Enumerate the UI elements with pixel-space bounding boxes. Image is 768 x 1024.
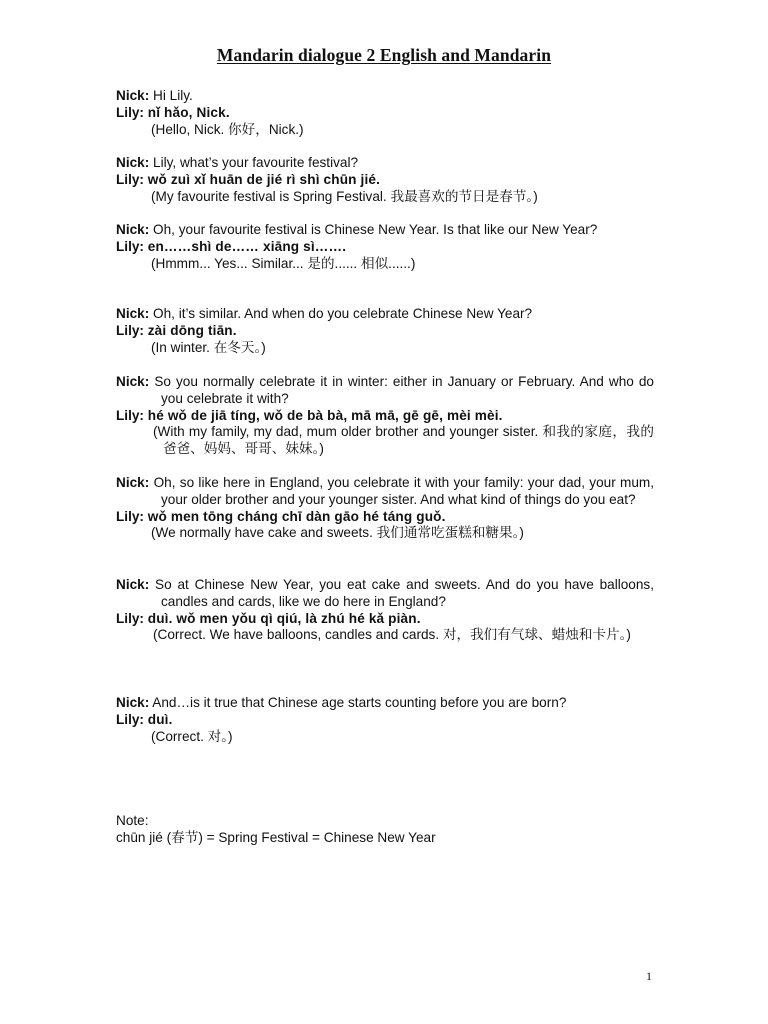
lily-line bbox=[116, 509, 654, 526]
translation: (Hmmm... Yes... Similar... 是的...... 相似......) bbox=[151, 255, 416, 271]
speaker-nick: Nick: bbox=[116, 88, 150, 103]
lily-pinyin: wǒ zuì xǐ huān de jié rì shì chūn jié. bbox=[147, 171, 381, 187]
lily-pinyin: zài dōng tiān. bbox=[147, 322, 237, 338]
lily-line bbox=[116, 172, 654, 189]
speaker-lily: Lily: bbox=[116, 238, 144, 254]
speaker-lily: Lily: bbox=[116, 711, 144, 727]
speaker-nick: Nick: bbox=[116, 222, 150, 237]
nick-text: Oh, your favourite festival is Chinese New Year. Is that like our New Year? bbox=[153, 222, 598, 237]
dialogue-exchange-4 bbox=[116, 306, 654, 356]
speaker-nick: Nick: bbox=[116, 695, 150, 710]
nick-text: So you normally celebrate it in winter: either in January or February. And who do you celebrate it with? bbox=[154, 374, 654, 406]
lily-pinyin: wǒ men tōng cháng chī dàn gāo hé táng guǒ. bbox=[147, 508, 446, 524]
dialogue-exchange-3 bbox=[116, 222, 654, 272]
translation: (Correct. 对。) bbox=[151, 728, 233, 744]
document-title: Mandarin dialogue 2 English and Mandarin bbox=[216, 45, 552, 65]
speaker-nick: Nick: bbox=[116, 577, 150, 592]
lily-line bbox=[116, 105, 654, 122]
lily-pinyin: hé wǒ de jiā tíng, wǒ de bà bà, mā mā, gē gē, mèi mèi. bbox=[147, 407, 503, 423]
lily-line bbox=[116, 611, 654, 628]
lily-pinyin: duì. bbox=[147, 711, 173, 727]
translation: (In winter. 在冬天。) bbox=[151, 339, 266, 355]
lily-pinyin: en……shì de…… xiāng sì……. bbox=[147, 238, 347, 254]
lily-line bbox=[116, 712, 654, 729]
translation: (Hello, Nick. 你好，Nick.) bbox=[151, 121, 304, 137]
dialogue-exchange-6 bbox=[116, 475, 654, 542]
speaker-lily: Lily: bbox=[116, 508, 144, 524]
nick-line bbox=[116, 374, 654, 408]
nick-line bbox=[116, 306, 654, 323]
dialogue-exchange-7 bbox=[116, 577, 654, 644]
note-heading: Note: bbox=[116, 813, 149, 828]
nick-text: Lily, what’s your favourite festival? bbox=[153, 155, 359, 170]
nick-text: Hi Lily. bbox=[153, 88, 193, 103]
nick-line bbox=[116, 577, 654, 611]
speaker-lily: Lily: bbox=[116, 322, 144, 338]
page-number: 1 bbox=[646, 969, 652, 983]
speaker-lily: Lily: bbox=[116, 104, 144, 120]
speaker-nick: Nick: bbox=[116, 475, 150, 490]
speaker-nick: Nick: bbox=[116, 374, 150, 389]
speaker-nick: Nick: bbox=[116, 306, 150, 321]
nick-line bbox=[116, 88, 654, 105]
nick-text: Oh, so like here in England, you celebrate it with your family: your dad, your mum, your older brother and your younger sister. And what kind of things do you eat? bbox=[153, 475, 654, 507]
translation: (We normally have cake and sweets. 我们通常吃蛋糕和糖果。) bbox=[151, 525, 524, 541]
note-text: chūn jié (春节) = Spring Festival = Chinese New Year bbox=[116, 829, 436, 845]
nick-line bbox=[116, 222, 654, 239]
lily-pinyin: nǐ hǎo, Nick. bbox=[147, 104, 230, 120]
nick-text: Oh, it’s similar. And when do you celebrate Chinese New Year? bbox=[153, 306, 533, 321]
dialogue-exchange-5 bbox=[116, 374, 654, 458]
lily-pinyin: duì. wǒ men yǒu qì qiú, là zhú hé kǎ piàn. bbox=[147, 610, 421, 626]
nick-text: So at Chinese New Year, you eat cake and sweets. And do you have balloons, candles and cards, like we do here in England? bbox=[155, 577, 654, 609]
dialogue-exchange-1 bbox=[116, 88, 654, 138]
note-section bbox=[116, 813, 656, 847]
speaker-lily: Lily: bbox=[116, 610, 144, 626]
translation: (Correct. We have balloons, candles and cards. 对，我们有气球、蜡烛和卡片。) bbox=[153, 627, 631, 643]
dialogue-exchange-8 bbox=[116, 695, 654, 745]
lily-line bbox=[116, 408, 654, 425]
lily-line bbox=[116, 323, 654, 340]
nick-line bbox=[116, 155, 654, 172]
speaker-lily: Lily: bbox=[116, 407, 144, 423]
speaker-nick: Nick: bbox=[116, 155, 150, 170]
translation: (With my family, my dad, mum older brother and younger sister. 和我的家庭，我的爸爸、妈妈、哥哥、妹妹。) bbox=[153, 424, 654, 457]
nick-line bbox=[116, 475, 654, 509]
nick-line bbox=[116, 695, 654, 712]
translation: (My favourite festival is Spring Festival. 我最喜欢的节日是春节。) bbox=[151, 188, 538, 204]
lily-line bbox=[116, 239, 654, 256]
speaker-lily: Lily: bbox=[116, 171, 144, 187]
nick-text: And…is it true that Chinese age starts counting before you are born? bbox=[152, 695, 567, 710]
dialogue-exchange-2 bbox=[116, 155, 654, 205]
